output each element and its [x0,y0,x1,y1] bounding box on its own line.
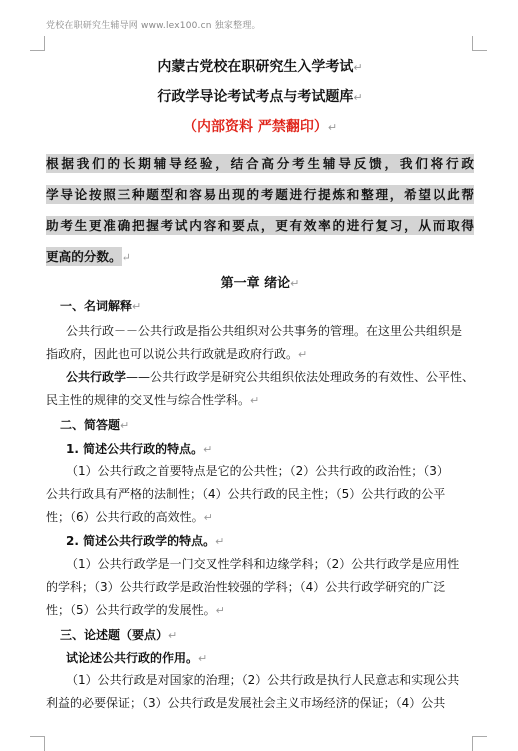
answer-line: 性；（5）公共行政学的发展性。↵ [46,603,225,617]
intro-line: 助考生更准确把握考试内容和要点，更有效率的进行复习，从而取得 [46,218,474,233]
corner-mark-top-left [30,36,45,51]
intro-line: 更高的分数。↵ [46,249,131,264]
term-definition-line: 公共行政学——公共行政学是研究公共组织依法处理政务的有效性、公平性、 [66,370,475,384]
essay-question-heading: 试论述公共行政的作用。↵ [66,651,208,665]
intro-line: 根据我们的长期辅导经验，结合高分考生辅导反馈，我们将行政 [46,156,474,171]
question-heading: 2. 简述公共行政学的特点。↵ [66,534,225,548]
section-heading-essay: 三、论述题（要点）↵ [60,628,178,642]
answer-line: 的学科；（3）公共行政学是政治性较强的学科；（4）公共行政学研究的广泛 [46,580,446,594]
term-definition-line: 民主性的规律的交叉性与综合性学科。↵ [46,393,260,407]
corner-mark-bottom-right [472,736,487,751]
corner-mark-top-right [472,36,487,51]
intro-line: 学导论按照三种题型和容易出现的考题进行提炼和整理，希望以此帮 [46,187,474,202]
answer-line: （1）公共行政是对国家的治理；（2）公共行政是执行人民意志和实现公共 [66,673,460,687]
section-heading-terms: 一、名词解释↵ [60,299,142,313]
answer-line: 利益的必要保证；（3）公共行政是发展社会主义市场经济的保证；（4）公共 [46,696,446,710]
term-definition-line: 指政府，因此也可以说公共行政就是政府行政。↵ [46,347,308,361]
intro-paragraph [46,148,474,272]
answer-line: （1）公共行政之首要特点是它的公共性；（2）公共行政的政治性；（3） [66,464,449,478]
answer-line: 性；（6）公共行政的高效性。↵ [46,510,213,524]
page-header-watermark: 党校在职研究生辅导网 www.lex100.cn 独家整理。 [46,21,261,31]
document-title-line2: 行政学导论考试考点与考试题库↵ [157,89,363,105]
answer-line: （1）公共行政学是一门交叉性学科和边缘学科；（2）公共行政学是应用性 [66,557,460,571]
corner-mark-bottom-left [30,736,45,751]
question-heading: 1. 简述公共行政的特点。↵ [66,442,213,456]
term-definition-line: 公共行政－－公共行政是指公共组织对公共事务的管理。在这里公共组织是 [66,324,463,338]
chapter-title: 第一章 绪论↵ [220,276,300,291]
document-title-line1: 内蒙古党校在职研究生入学考试↵ [157,59,363,75]
section-heading-short-answer: 二、简答题↵ [60,418,130,432]
answer-line: 公共行政具有严格的法制性；（4）公共行政的民主性；（5）公共行政的公平 [46,487,446,501]
confidential-notice: （内部资料 严禁翻印）↵ [182,119,338,135]
